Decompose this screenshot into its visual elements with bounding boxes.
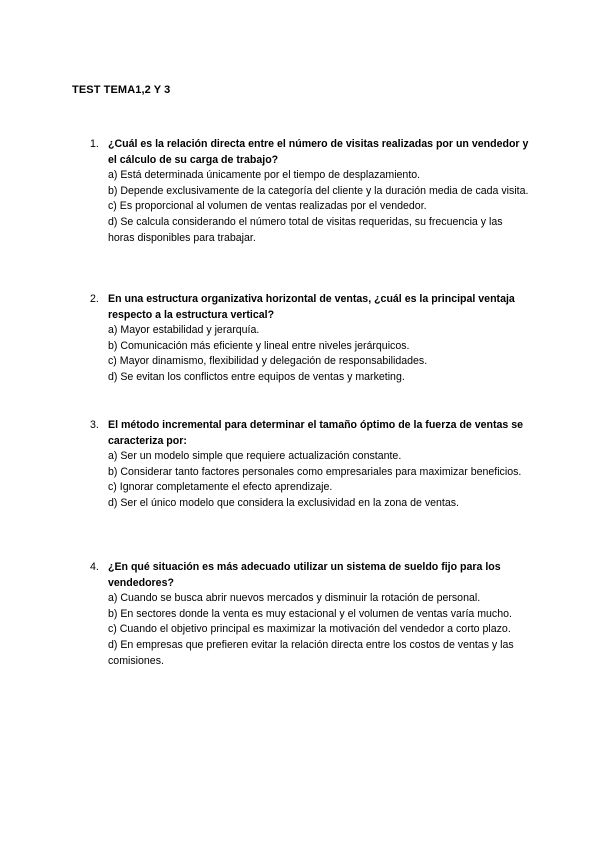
answer-option-c: c) Cuando el objetivo principal es maximizar la motivación del vendedor a corto plazo. (108, 623, 511, 636)
question-heading (90, 560, 530, 591)
question-heading (90, 292, 530, 323)
question-text: El método incremental para determinar el tamaño óptimo de la fuerza de ventas se caracteriza por: (108, 419, 524, 447)
answer-option-b: b) Considerar tanto factores personales como empresariales para maximizar beneficios. (108, 465, 522, 478)
answer-option-d: d) Se calcula considerando el número total de visitas requeridas, su frecuencia y las horas disponibles para trabajar. (108, 215, 503, 244)
question-4 (90, 560, 530, 669)
answer-option-a: a) Está determinada únicamente por el tiempo de desplazamiento. (108, 169, 421, 182)
answer-option-d: d) Ser el único modelo que considera la exclusividad en la zona de ventas. (108, 496, 459, 509)
question-3 (90, 418, 530, 512)
question-number: 3. (90, 419, 99, 431)
answer-option-b: b) Depende exclusivamente de la categoría del cliente y la duración media de cada visita. (108, 184, 529, 197)
answer-option-d: d) En empresas que prefieren evitar la relación directa entre los costos de ventas y las comisiones. (108, 638, 514, 667)
answer-option-c: c) Ignorar completamente el efecto aprendizaje. (108, 481, 333, 494)
answer-option-c: c) Mayor dinamismo, flexibilidad y delegación de responsabilidades. (108, 355, 428, 368)
answer-option-b: b) Comunicación más eficiente y lineal entre niveles jerárquicos. (108, 339, 410, 352)
answer-option-c: c) Es proporcional al volumen de ventas realizadas por el vendedor. (108, 200, 427, 213)
question-number: 1. (90, 138, 99, 150)
answer-option-a: a) Cuando se busca abrir nuevos mercados y disminuir la rotación de personal. (108, 592, 481, 605)
answer-option-b: b) En sectores donde la venta es muy estacional y el volumen de ventas varía mucho. (108, 607, 512, 620)
answer-options (90, 323, 530, 385)
question-2 (90, 292, 530, 386)
question-text: En una estructura organizativa horizontal de ventas, ¿cuál es la principal ventaja respecto a la estructura vertical? (108, 293, 515, 321)
document-title: TEST TEMA1,2 Y 3 (72, 84, 171, 96)
answer-options (90, 449, 530, 511)
question-number: 4. (90, 561, 99, 573)
question-text: ¿Cuál es la relación directa entre el número de visitas realizadas por un vendedor y el cálculo de su carga de trabajo? (108, 138, 529, 166)
answer-options (90, 168, 530, 246)
answer-option-d: d) Se evitan los conflictos entre equipos de ventas y marketing. (108, 370, 405, 383)
answer-option-a: a) Mayor estabilidad y jerarquía. (108, 324, 260, 337)
question-text: ¿En qué situación es más adecuado utilizar un sistema de sueldo fijo para los vendedores? (108, 561, 501, 589)
question-1 (90, 137, 530, 246)
question-number: 2. (90, 293, 99, 305)
question-heading (90, 137, 530, 168)
question-heading (90, 418, 530, 449)
answer-options (90, 591, 530, 669)
answer-option-a: a) Ser un modelo simple que requiere actualización constante. (108, 450, 402, 463)
